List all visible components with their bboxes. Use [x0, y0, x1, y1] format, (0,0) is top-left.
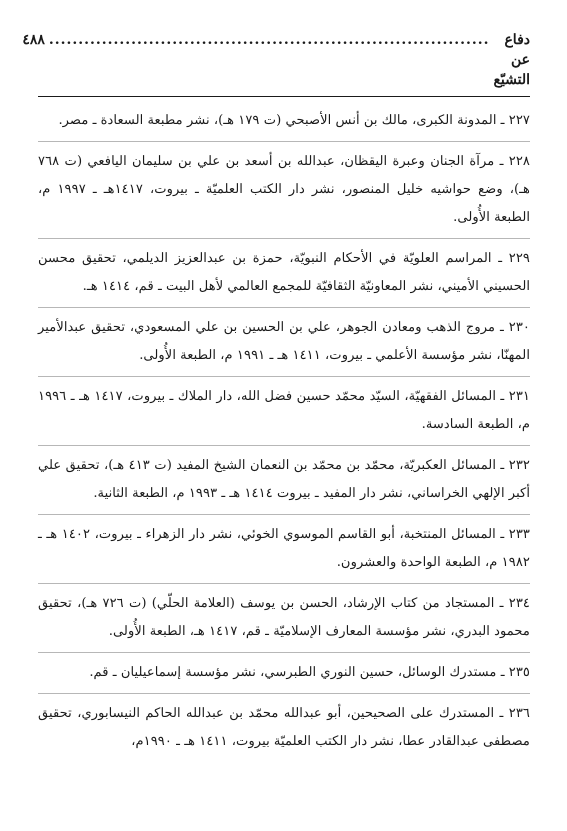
bibliography-entry: ٢٢٧ ـ المدونة الكبرى، مالك بن أنس الأصبحي (ت ١٧٩ هـ)، نشر مطبعة السعادة ـ مصر.	[38, 107, 530, 142]
running-title: دفاع عن التشيّع	[493, 32, 530, 88]
bibliography-entry: ٢٣٤ ـ المستجاد من كتاب الإرشاد، الحسن بن يوسف (العلامة الحلّي) (ت ٧٢٦ هـ)، تحقيق محمود البدري، نشر مؤسسة المعارف الإسلاميّة ـ قم، ١٤١٧ هـ، الطبعة الأُولى.	[38, 590, 530, 653]
bibliography-entry: ٢٣٢ ـ المسائل العكبريّة، محمّد بن محمّد بن النعمان الشيخ المفيد (ت ٤١٣ هـ)، تحقيق علي أكبر الإلهي الخراساني، نشر دار المفيد ـ بيروت ١٤١٤ هـ ـ ١٩٩٣ م، الطبعة الثانية.	[38, 452, 530, 515]
dot-leader: ...........................................................................	[48, 32, 490, 48]
bibliography-list	[38, 107, 530, 762]
bibliography-entry: ٢٣٦ ـ المستدرك على الصحيحين، أبو عبدالله محمّد بن عبدالله الحاكم النيسابوري، تحقيق مصطفى عبدالقادر عطا، نشر دار الكتب العلميّة بيروت، ١٤١١ هـ ـ ١٩٩٠م،	[38, 706, 530, 749]
bibliography-entry: ٢٢٨ ـ مرآة الجنان وعبرة اليقظان، عبدالله بن أسعد بن علي بن سليمان اليافعي (ت ٧٦٨ هـ)، وضع حواشيه خليل المنصور، نشر دار الكتب العلميّة ـ بيروت، ١٤١٧هـ ـ ١٩٩٧ م، الطبعة الأُولى.	[38, 148, 530, 239]
running-header	[22, 30, 530, 90]
page-number: ٤٨٨	[22, 32, 45, 48]
bibliography-entry: ٢٣٥ ـ مستدرك الوسائل، حسين النوري الطبرسي، نشر مؤسسة إسماعيليان ـ قم.	[38, 659, 530, 694]
document-page	[22, 30, 530, 768]
bibliography-entry: ٢٢٩ ـ المراسم العلويّة في الأحكام النبويّة، حمزة بن عبدالعزيز الديلمي، تحقيق محسن الحسيني الأميني، نشر المعاونيّة الثقافيّة للمجمع العالمي لأهل البيت ـ قم، ١٤١٤ هـ.	[38, 245, 530, 308]
bibliography-entry: ٢٣٠ ـ مروج الذهب ومعادن الجوهر، علي بن الحسين بن علي المسعودي، تحقيق عبدالأمير المهنّا، نشر مؤسسة الأعلمي ـ بيروت، ١٤١١ هـ ـ ١٩٩١ م، الطبعة الأُولى.	[38, 314, 530, 377]
bibliography-entry: ٢٣٣ ـ المسائل المنتخبة، أبو القاسم الموسوي الخوئي، نشر دار الزهراء ـ بيروت، ١٤٠٢ هـ ـ ١٩٨٢ م، الطبعة الواحدة والعشرون.	[38, 521, 530, 584]
header-rule	[38, 96, 530, 97]
bibliography-entry: ٢٣١ ـ المسائل الفقهيّة، السيّد محمّد حسين فضل الله، دار الملاك ـ بيروت، ١٤١٧ هـ ـ ١٩٩٦ م، الطبعة السادسة.	[38, 383, 530, 446]
